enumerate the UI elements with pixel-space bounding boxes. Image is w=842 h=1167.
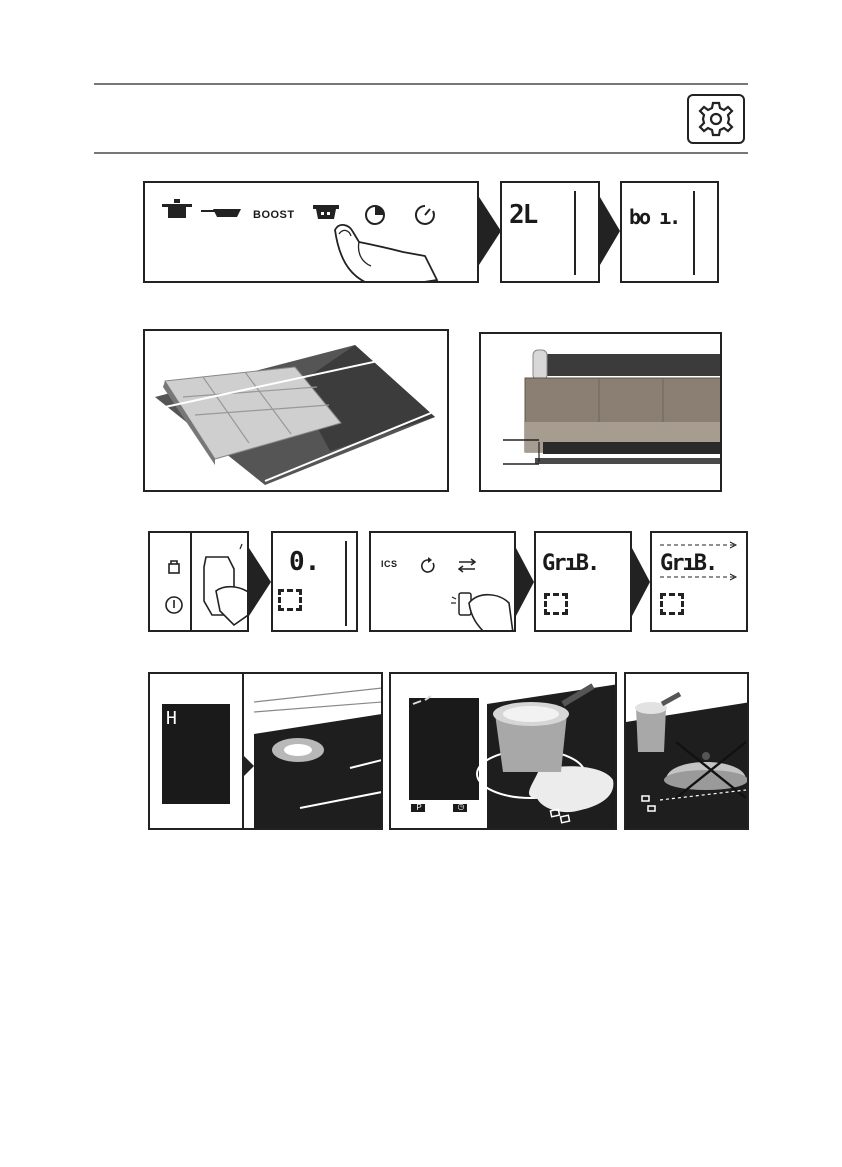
zone-indicator	[278, 589, 302, 611]
grease-filter-illustration	[143, 329, 449, 492]
hob-image	[150, 674, 383, 830]
display-panel-3	[620, 181, 719, 283]
finger-icon	[449, 583, 516, 632]
display-panel-r3-2	[271, 531, 358, 632]
settings-icon-frame	[687, 94, 745, 144]
filter-image	[145, 331, 449, 492]
step-arrow	[516, 548, 534, 616]
dashed-arrows	[658, 541, 738, 581]
display-reading: 0.	[289, 547, 321, 577]
residual-heat-illustration	[148, 672, 383, 830]
display-divider	[345, 541, 347, 626]
display-reading: 2L	[509, 200, 537, 230]
refresh-icon	[419, 557, 437, 575]
panel-divider	[190, 533, 192, 632]
controls-panel-r3	[369, 531, 516, 632]
display-panel-r3-5	[650, 531, 748, 632]
step-arrow	[632, 548, 650, 616]
display-reading: bo ı.	[629, 205, 680, 229]
lid-on-hob-image	[626, 674, 749, 830]
pot-icon	[159, 198, 199, 224]
step-arrow	[600, 197, 620, 265]
p-button-label: P	[416, 803, 422, 812]
display-reading: Gr​ıB.	[542, 551, 599, 576]
lock-icon	[167, 558, 181, 574]
zone-indicator	[660, 593, 684, 615]
power-icon	[164, 595, 184, 615]
step-arrow	[479, 197, 501, 265]
zone-indicator	[544, 593, 568, 615]
display-divider	[693, 191, 695, 275]
top-rule	[94, 83, 748, 85]
swap-icon	[457, 558, 477, 574]
filter-section-image	[481, 334, 722, 492]
finger-icon	[325, 218, 445, 283]
display-reading: Gr​ıB.	[660, 551, 717, 576]
bottom-rule	[94, 152, 748, 154]
display-divider	[574, 191, 576, 275]
pan-icon	[201, 205, 245, 225]
control-panel-illustration	[143, 181, 479, 283]
display-reading: H	[166, 708, 177, 729]
boost-label: BOOST	[253, 209, 295, 221]
display-panel-r3-4	[534, 531, 632, 632]
timer-button-label: ◷	[457, 802, 465, 811]
finger-icon	[194, 541, 249, 631]
power-panel-illustration	[148, 531, 249, 632]
ics-label: ICS	[381, 559, 398, 569]
filter-cross-section	[479, 332, 722, 492]
overflow-illustration	[389, 672, 617, 830]
step-arrow	[249, 548, 271, 616]
lid-warning-illustration	[624, 672, 749, 830]
display-panel-2	[500, 181, 600, 283]
gear-icon	[687, 94, 745, 144]
